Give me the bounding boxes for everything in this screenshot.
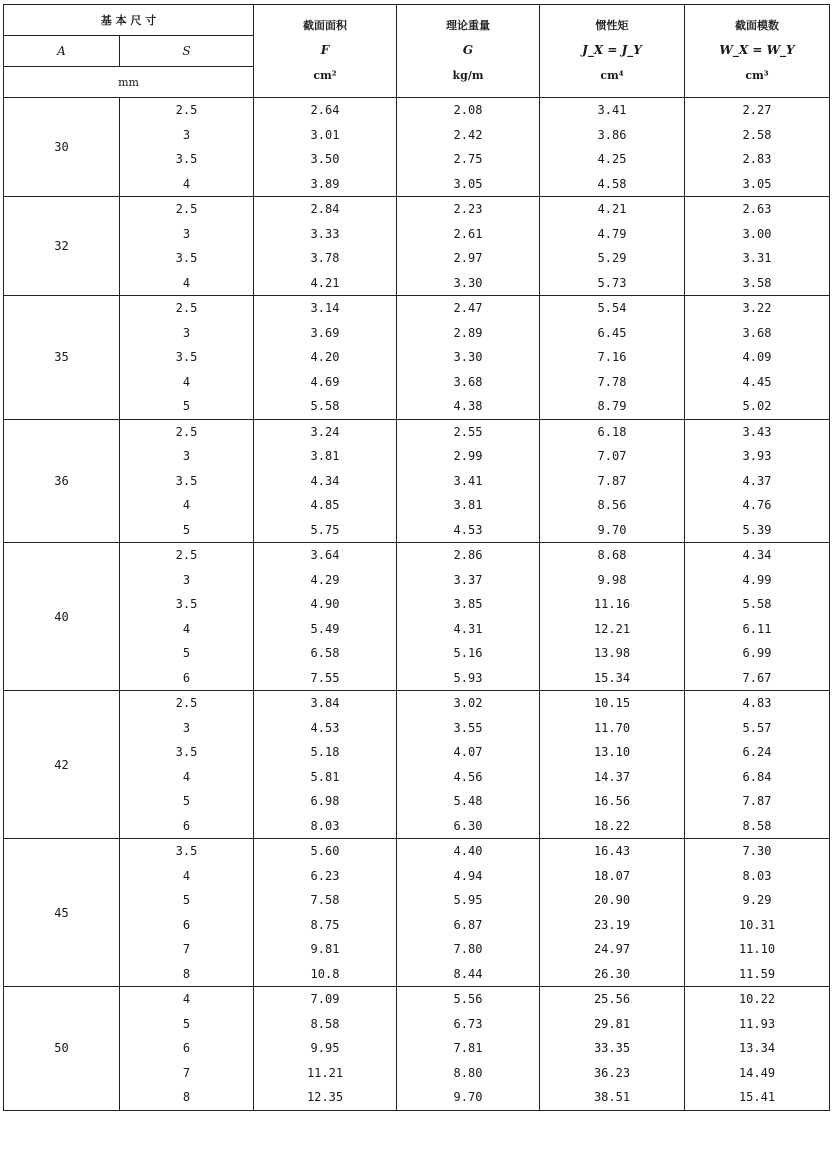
cell-s: 4 [120,864,254,889]
cell-area: 3.84 [254,691,397,716]
cell-modulus: 2.58 [685,123,830,148]
cell-area: 3.81 [254,444,397,469]
table-row [4,987,830,1012]
cell-area: 3.50 [254,147,397,172]
table-row [4,740,830,765]
cell-s: 7 [120,1061,254,1086]
cell-modulus: 3.31 [685,246,830,271]
modulus-title: 截面模数 [735,19,779,32]
cell-weight: 2.55 [397,419,540,444]
table-row [4,296,830,321]
cell-s: 5 [120,641,254,666]
cell-inertia: 6.18 [540,419,685,444]
cell-s: 5 [120,789,254,814]
cell-a: 30 [4,98,120,197]
cell-weight: 3.41 [397,469,540,494]
cell-modulus: 11.59 [685,962,830,987]
cell-area: 3.01 [254,123,397,148]
cell-s: 5 [120,1012,254,1037]
cell-area: 8.03 [254,814,397,839]
cell-inertia: 18.22 [540,814,685,839]
cell-s: 4 [120,617,254,642]
cell-weight: 6.30 [397,814,540,839]
cell-weight: 3.68 [397,370,540,395]
table-row [4,814,830,839]
table-row [4,444,830,469]
cell-modulus: 5.57 [685,716,830,741]
table-row [4,518,830,543]
table-row [4,937,830,962]
weight-title: 理论重量 [446,19,490,32]
cell-modulus: 3.93 [685,444,830,469]
cell-inertia: 4.79 [540,222,685,247]
basic-size-header: 基 本 尺 寸 [4,5,254,36]
cell-inertia: 18.07 [540,864,685,889]
cell-s: 2.5 [120,419,254,444]
cell-weight: 3.37 [397,568,540,593]
cell-weight: 4.40 [397,839,540,864]
cell-inertia: 13.10 [540,740,685,765]
cell-s: 2.5 [120,98,254,123]
cell-a: 42 [4,691,120,839]
cell-inertia: 7.16 [540,345,685,370]
cell-inertia: 7.78 [540,370,685,395]
table-row [4,888,830,913]
cell-weight: 7.80 [397,937,540,962]
cell-s: 3.5 [120,246,254,271]
cell-s: 5 [120,394,254,419]
cell-area: 3.14 [254,296,397,321]
cell-area: 7.55 [254,666,397,691]
cell-inertia: 25.56 [540,987,685,1012]
cell-area: 5.60 [254,839,397,864]
table-row [4,370,830,395]
cell-modulus: 8.58 [685,814,830,839]
cell-area: 5.49 [254,617,397,642]
table-row [4,469,830,494]
table-row [4,1085,830,1110]
cell-area: 3.33 [254,222,397,247]
cell-inertia: 7.07 [540,444,685,469]
cell-weight: 3.02 [397,691,540,716]
cell-inertia: 26.30 [540,962,685,987]
cell-s: 2.5 [120,197,254,222]
cell-inertia: 15.34 [540,666,685,691]
cell-s: 6 [120,1036,254,1061]
weight-header [397,5,540,98]
cell-inertia: 4.25 [540,147,685,172]
cell-a: 40 [4,543,120,691]
cell-inertia: 4.21 [540,197,685,222]
cell-area: 4.69 [254,370,397,395]
cell-weight: 5.56 [397,987,540,1012]
table-row [4,321,830,346]
cell-inertia: 14.37 [540,765,685,790]
table-row [4,197,830,222]
cell-modulus: 3.00 [685,222,830,247]
cell-inertia: 33.35 [540,1036,685,1061]
table-row [4,789,830,814]
cell-s: 6 [120,814,254,839]
table-row [4,543,830,568]
cell-s: 4 [120,370,254,395]
table-row [4,641,830,666]
cell-modulus: 5.02 [685,394,830,419]
cell-weight: 2.89 [397,321,540,346]
cell-area: 12.35 [254,1085,397,1110]
table-row [4,419,830,444]
table-row [4,839,830,864]
cell-inertia: 9.70 [540,518,685,543]
cell-weight: 4.38 [397,394,540,419]
table-row [4,394,830,419]
cell-weight: 3.55 [397,716,540,741]
cell-modulus: 4.34 [685,543,830,568]
cell-inertia: 5.29 [540,246,685,271]
cell-weight: 4.56 [397,765,540,790]
modulus-unit: cm³ [745,69,769,82]
cell-inertia: 20.90 [540,888,685,913]
cell-area: 4.53 [254,716,397,741]
cell-area: 10.8 [254,962,397,987]
table-row [4,246,830,271]
col-a-header: A [4,36,120,67]
cell-area: 4.29 [254,568,397,593]
cell-modulus: 4.83 [685,691,830,716]
cell-inertia: 10.15 [540,691,685,716]
cell-area: 7.09 [254,987,397,1012]
cell-s: 2.5 [120,691,254,716]
cell-modulus: 11.93 [685,1012,830,1037]
cell-s: 3.5 [120,592,254,617]
inertia-unit: cm⁴ [600,69,624,82]
cell-weight: 5.16 [397,641,540,666]
cell-inertia: 8.56 [540,493,685,518]
cell-s: 3 [120,568,254,593]
cell-area: 4.21 [254,271,397,296]
cell-s: 3 [120,123,254,148]
cell-weight: 4.94 [397,864,540,889]
cell-inertia: 23.19 [540,913,685,938]
cell-s: 4 [120,987,254,1012]
cell-inertia: 36.23 [540,1061,685,1086]
table-body [4,98,830,1111]
cell-a: 50 [4,987,120,1111]
cell-area: 3.64 [254,543,397,568]
cell-weight: 5.93 [397,666,540,691]
table-row [4,913,830,938]
cell-inertia: 12.21 [540,617,685,642]
cell-s: 5 [120,518,254,543]
cell-modulus: 2.27 [685,98,830,123]
table-row [4,98,830,123]
cell-inertia: 5.54 [540,296,685,321]
cell-a: 45 [4,839,120,987]
cell-modulus: 4.45 [685,370,830,395]
cell-inertia: 29.81 [540,1012,685,1037]
cell-area: 8.58 [254,1012,397,1037]
cell-s: 7 [120,937,254,962]
cell-modulus: 8.03 [685,864,830,889]
cell-area: 3.24 [254,419,397,444]
cell-s: 3.5 [120,345,254,370]
cell-a: 36 [4,419,120,543]
cell-s: 6 [120,666,254,691]
cell-modulus: 13.34 [685,1036,830,1061]
cell-modulus: 4.76 [685,493,830,518]
cell-inertia: 3.41 [540,98,685,123]
cell-area: 3.78 [254,246,397,271]
cell-a: 32 [4,197,120,296]
table-row [4,222,830,247]
col-s-header: S [120,36,254,67]
table-row [4,1036,830,1061]
cell-inertia: 24.97 [540,937,685,962]
cell-area: 11.21 [254,1061,397,1086]
cell-weight: 9.70 [397,1085,540,1110]
cell-area: 8.75 [254,913,397,938]
cell-s: 6 [120,913,254,938]
cell-weight: 3.05 [397,172,540,197]
cell-inertia: 16.43 [540,839,685,864]
cell-inertia: 13.98 [540,641,685,666]
cell-modulus: 6.11 [685,617,830,642]
cell-weight: 6.87 [397,913,540,938]
table-row [4,765,830,790]
cell-inertia: 11.16 [540,592,685,617]
cell-weight: 8.80 [397,1061,540,1086]
cell-weight: 2.61 [397,222,540,247]
cell-area: 5.18 [254,740,397,765]
cell-modulus: 5.58 [685,592,830,617]
cell-inertia: 38.51 [540,1085,685,1110]
cell-inertia: 5.73 [540,271,685,296]
cell-area: 3.89 [254,172,397,197]
table-row [4,592,830,617]
cell-weight: 5.48 [397,789,540,814]
cell-inertia: 6.45 [540,321,685,346]
cell-weight: 4.31 [397,617,540,642]
cell-modulus: 7.87 [685,789,830,814]
cell-s: 8 [120,962,254,987]
cell-inertia: 9.98 [540,568,685,593]
cell-modulus: 3.68 [685,321,830,346]
inertia-symbol: J_X = J_Y [582,43,642,57]
cell-weight: 3.30 [397,345,540,370]
cell-inertia: 7.87 [540,469,685,494]
weight-symbol: G [462,43,474,57]
cell-area: 4.34 [254,469,397,494]
cell-area: 6.98 [254,789,397,814]
cell-modulus: 4.37 [685,469,830,494]
table-row [4,345,830,370]
table-row [4,691,830,716]
cell-modulus: 4.99 [685,568,830,593]
cell-inertia: 11.70 [540,716,685,741]
cell-weight: 2.08 [397,98,540,123]
cell-s: 4 [120,271,254,296]
table-row [4,864,830,889]
cell-modulus: 9.29 [685,888,830,913]
cell-weight: 2.99 [397,444,540,469]
cell-area: 6.23 [254,864,397,889]
cell-s: 8 [120,1085,254,1110]
cell-modulus: 6.99 [685,641,830,666]
cell-area: 4.90 [254,592,397,617]
cell-modulus: 6.84 [685,765,830,790]
cell-area: 5.81 [254,765,397,790]
cell-s: 3.5 [120,839,254,864]
inertia-header [540,5,685,98]
cell-area: 2.84 [254,197,397,222]
cell-weight: 2.23 [397,197,540,222]
table-row [4,123,830,148]
area-title: 截面面积 [303,19,347,32]
cell-s: 4 [120,493,254,518]
cell-weight: 7.81 [397,1036,540,1061]
table-row [4,962,830,987]
cell-area: 4.85 [254,493,397,518]
cell-modulus: 3.05 [685,172,830,197]
cell-s: 2.5 [120,543,254,568]
cell-modulus: 15.41 [685,1085,830,1110]
cell-s: 3 [120,444,254,469]
cell-s: 3.5 [120,740,254,765]
cell-weight: 3.85 [397,592,540,617]
area-symbol: F [320,43,330,57]
cell-inertia: 8.68 [540,543,685,568]
cell-modulus: 2.63 [685,197,830,222]
cell-weight: 2.75 [397,147,540,172]
cell-modulus: 3.58 [685,271,830,296]
table-row [4,617,830,642]
cell-s: 3.5 [120,469,254,494]
cell-weight: 5.95 [397,888,540,913]
table-row [4,568,830,593]
cell-area: 2.64 [254,98,397,123]
area-unit: cm² [313,69,337,82]
cell-inertia: 16.56 [540,789,685,814]
table-row [4,1061,830,1086]
cell-modulus: 14.49 [685,1061,830,1086]
modulus-header [685,5,830,98]
cell-modulus: 2.83 [685,147,830,172]
cell-s: 3 [120,716,254,741]
cell-inertia: 4.58 [540,172,685,197]
cell-weight: 3.30 [397,271,540,296]
cell-s: 3 [120,321,254,346]
cell-area: 5.75 [254,518,397,543]
cell-area: 9.95 [254,1036,397,1061]
cell-weight: 8.44 [397,962,540,987]
cell-modulus: 10.31 [685,913,830,938]
cell-modulus: 3.22 [685,296,830,321]
cell-weight: 2.86 [397,543,540,568]
cell-modulus: 5.39 [685,518,830,543]
cell-modulus: 3.43 [685,419,830,444]
cell-s: 3.5 [120,147,254,172]
cell-s: 4 [120,172,254,197]
cell-modulus: 7.30 [685,839,830,864]
section-properties-table [3,4,830,1111]
cell-weight: 4.07 [397,740,540,765]
cell-area: 9.81 [254,937,397,962]
cell-modulus: 7.67 [685,666,830,691]
cell-area: 5.58 [254,394,397,419]
cell-inertia: 3.86 [540,123,685,148]
cell-modulus: 4.09 [685,345,830,370]
weight-unit: kg/m [452,69,484,82]
table-row [4,172,830,197]
cell-area: 7.58 [254,888,397,913]
cell-a: 35 [4,296,120,420]
cell-weight: 2.47 [397,296,540,321]
table-row [4,716,830,741]
cell-modulus: 11.10 [685,937,830,962]
cell-modulus: 6.24 [685,740,830,765]
table-row [4,1012,830,1037]
table-row [4,147,830,172]
modulus-symbol: W_X = W_Y [719,43,795,57]
table-row [4,271,830,296]
cell-weight: 2.42 [397,123,540,148]
inertia-title: 惯性矩 [595,19,629,32]
unit-mm: mm [4,67,254,98]
table-row [4,493,830,518]
cell-weight: 2.97 [397,246,540,271]
cell-weight: 6.73 [397,1012,540,1037]
cell-modulus: 10.22 [685,987,830,1012]
cell-s: 3 [120,222,254,247]
cell-inertia: 8.79 [540,394,685,419]
cell-weight: 4.53 [397,518,540,543]
cell-area: 3.69 [254,321,397,346]
cell-s: 2.5 [120,296,254,321]
area-header [254,5,397,98]
table-row [4,666,830,691]
cell-s: 4 [120,765,254,790]
cell-area: 4.20 [254,345,397,370]
cell-weight: 3.81 [397,493,540,518]
cell-area: 6.58 [254,641,397,666]
cell-s: 5 [120,888,254,913]
